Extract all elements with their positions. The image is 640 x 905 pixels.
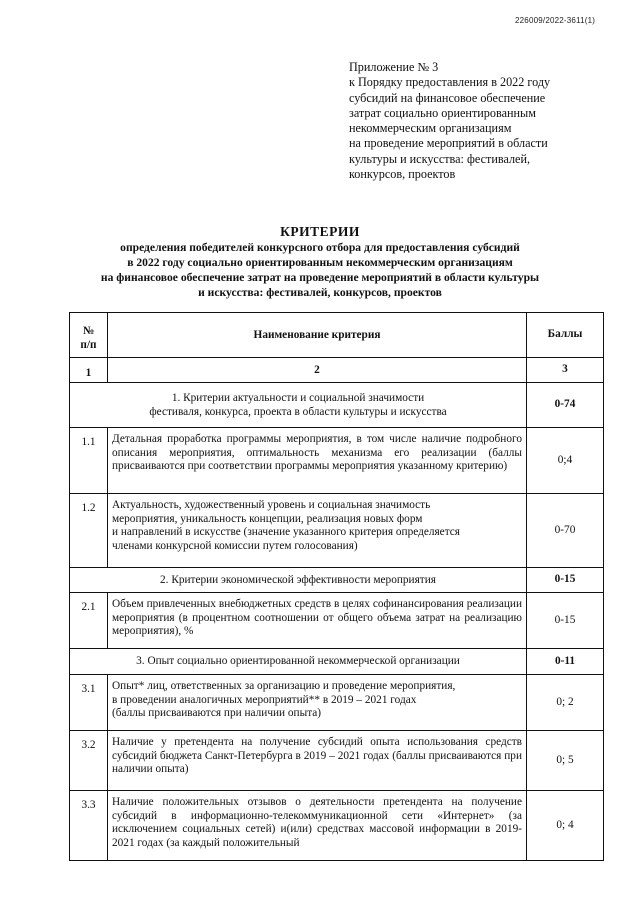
- row-text-line: и направлений в искусстве (значение указанного критерия определяется: [112, 526, 460, 539]
- appendix-line: некоммерческим организациям: [349, 121, 512, 136]
- row-num: 3.2: [70, 731, 108, 791]
- section-title-line: 3. Опыт социально ориентированной некоммерческой организации: [136, 655, 460, 668]
- row-points: 0-15: [527, 593, 604, 649]
- table-row: [70, 731, 604, 791]
- appendix-line: конкурсов, проектов: [349, 167, 456, 182]
- section-title-line: 1. Критерии актуальности и социальной значимости: [171, 391, 425, 404]
- col-number-1: 1: [70, 358, 108, 383]
- criteria-table: [69, 312, 604, 861]
- column-number-row: [70, 358, 604, 383]
- row-num: 3.1: [70, 675, 108, 731]
- row-text: [108, 494, 527, 568]
- section-title-line: 2. Критерии экономической эффективности мероприятия: [160, 573, 436, 586]
- subtitle-line: на финансовое обеспечение затрат на проведение мероприятий в области культуры: [100, 271, 540, 284]
- row-text-line: Опыт* лиц, ответственных за организацию и проведение мероприятия,: [112, 680, 456, 692]
- row-text-line: мероприятия, уникальность концепции, реализация новых форм: [112, 512, 423, 525]
- appendix-line: субсидий на финансовое обеспечение: [349, 90, 546, 105]
- row-text: Детальная проработка программы мероприятия, в том числе наличие подробного описания мероприятия, оптимальность механизма его реализации (баллы присваиваются при соответствии программы мероприятия указанному критерию): [108, 428, 527, 494]
- row-text-line: членами конкурсной комиссии путем голосования): [112, 540, 358, 553]
- row-points: 0; 4: [527, 791, 604, 861]
- row-text: Наличие положительных отзывов о деятельности претендента на получение субсидий в информационно-телекоммуникационной сети «Интернет» (за исключением социальных сетей) и(или) средствах массовой информации в 2019-2021 годах (за каждый положительный: [108, 791, 527, 861]
- row-text-line: (баллы присваиваются при наличии опыта): [112, 707, 322, 720]
- header-name: Наименование критерия: [108, 313, 527, 358]
- row-points: 0;4: [527, 428, 604, 494]
- row-text: Наличие у претендента на получение субсидий опыта использования средств субсидий бюджета Санкт-Петербурга в 2019 – 2021 годах (баллы присваиваются при наличии опыта): [108, 731, 527, 791]
- row-num: 1.1: [70, 428, 108, 494]
- document-subtitle: [40, 240, 600, 300]
- appendix-line: затрат социально ориентированным: [349, 105, 536, 120]
- section-title-line: фестиваля, конкурса, проекта в области культуры и искусства: [149, 405, 447, 418]
- header-num-line1: №: [82, 325, 95, 338]
- table-row: [70, 593, 604, 649]
- document-title: КРИТЕРИИ: [280, 224, 360, 239]
- subtitle-line: в 2022 году социально ориентированным некоммерческим организациям: [127, 256, 513, 269]
- row-points: 0-70: [527, 494, 604, 568]
- appendix-line: Приложение № 3: [349, 60, 439, 74]
- table-header-row: [70, 313, 604, 358]
- table-row: [70, 791, 604, 861]
- subtitle-line: определения победителей конкурсного отбора для предоставления субсидий: [120, 241, 520, 254]
- appendix-line: к Порядку предоставления в 2022 году: [349, 75, 551, 90]
- section-points-2: 0-15: [527, 568, 604, 593]
- appendix-line: культуры и искусства: фестивалей,: [349, 151, 531, 166]
- section-row-3: [70, 649, 604, 675]
- section-row-2: [70, 568, 604, 593]
- section-title-1: [70, 383, 527, 428]
- row-text: [108, 675, 527, 731]
- section-row-1: [70, 383, 604, 428]
- subtitle-line: и искусства: фестивалей, конкурсов, проектов: [198, 286, 442, 299]
- row-text-line: в проведении аналогичных мероприятий** в 2019 – 2021 годах: [112, 693, 417, 706]
- row-num: 2.1: [70, 593, 108, 649]
- col-number-2: 2: [108, 358, 527, 383]
- section-title-2: [70, 568, 527, 593]
- section-points-1: 0-74: [527, 383, 604, 428]
- row-text-line: Актуальность, художественный уровень и социальная значимость: [112, 499, 431, 511]
- header-points: Баллы: [527, 313, 604, 358]
- table-row: [70, 494, 604, 568]
- section-points-3: 0-11: [527, 649, 604, 675]
- appendix-line: на проведение мероприятий в области: [349, 136, 548, 151]
- header-num-line2: п/п: [80, 339, 97, 351]
- section-title-3: [70, 649, 527, 675]
- appendix-block: [349, 60, 609, 182]
- table-row: [70, 675, 604, 731]
- row-text: Объем привлеченных внебюджетных средств в целях софинансирования реализации мероприятия (в процентном соотношении от общего объема затрат на реализацию мероприятия), %: [108, 593, 527, 649]
- document-id: 226009/2022-3611(1): [515, 16, 596, 25]
- col-number-3: 3: [527, 358, 604, 383]
- row-points: 0; 2: [527, 675, 604, 731]
- row-num: 3.3: [70, 791, 108, 861]
- row-num: 1.2: [70, 494, 108, 568]
- header-num: [70, 313, 108, 358]
- row-points: 0; 5: [527, 731, 604, 791]
- table-row: [70, 428, 604, 494]
